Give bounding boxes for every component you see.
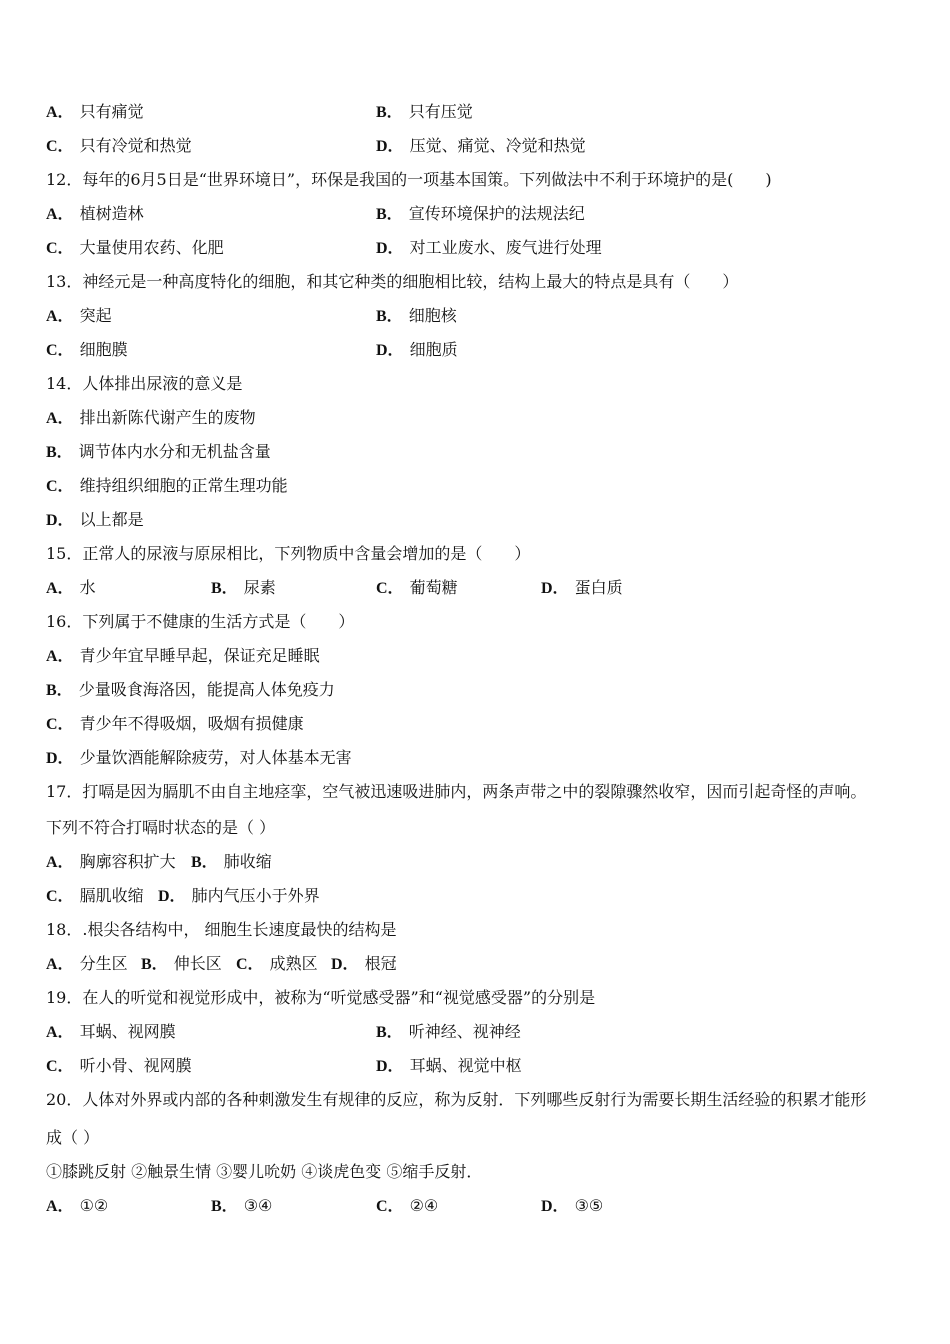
q17-option-b: B． 肺收缩 <box>191 852 272 871</box>
q16-option-c: C． 青少年不得吸烟，吸烟有损健康 <box>46 714 304 733</box>
q20-stem-line1: 20．人体对外界或内部的各种刺激发生有规律的反应，称为反射．下列哪些反射行为需要长期生活经验的积累才能形 <box>46 1090 867 1109</box>
q18-option-a: A． 分生区 <box>46 954 128 973</box>
q15-option-a: A． 水 <box>46 578 96 597</box>
q16-stem: 16．下列属于不健康的生活方式是（ ） <box>46 612 355 631</box>
q14-option-c: C． 维持组织细胞的正常生理功能 <box>46 476 288 495</box>
q20-option-d: D． ③⑤ <box>541 1196 604 1215</box>
q14-stem: 14．人体排出尿液的意义是 <box>46 374 243 393</box>
q16-option-d: D． 少量饮酒能解除疲劳，对人体基本无害 <box>46 748 352 767</box>
q14-option-d: D． 以上都是 <box>46 510 144 529</box>
q12-stem: 12．每年的6月5日是“世界环境日”，环保是我国的一项基本国策。下列做法中不利于环境护的是( ) <box>46 170 772 189</box>
q18-stem: 18．.根尖各结构中， 细胞生长速度最快的结构是 <box>46 920 397 939</box>
q14-option-b: B． 调节体内水分和无机盐含量 <box>46 442 271 461</box>
q17-option-a: A． 胸廓容积扩大 <box>46 852 176 871</box>
q13-option-d: D． 细胞质 <box>376 340 458 359</box>
q19-option-a: A． 耳蜗、视网膜 <box>46 1022 176 1041</box>
q13-option-b: B． 细胞核 <box>376 306 457 325</box>
q20-option-c: C． ②④ <box>376 1196 439 1215</box>
q13-stem: 13．神经元是一种高度特化的细胞，和其它种类的细胞相比较，结构上最大的特点是具有（ ） <box>46 272 739 291</box>
q19-option-c: C． 听小骨、视网膜 <box>46 1056 192 1075</box>
q18-option-d: D． 根冠 <box>331 954 397 973</box>
q12-option-b: B． 宣传环境保护的法规法纪 <box>376 204 585 223</box>
q16-option-a: A． 青少年宜早睡早起，保证充足睡眠 <box>46 646 320 665</box>
q18-option-b: B． 伸长区 <box>141 954 222 973</box>
q20-stem-line2: 成（ ） <box>46 1128 100 1147</box>
q20-option-a: A． ①② <box>46 1196 109 1215</box>
q20-option-b: B． ③④ <box>211 1196 273 1215</box>
q12-option-c: C． 大量使用农药、化肥 <box>46 238 224 257</box>
q11-option-d: D． 压觉、痛觉、冷觉和热觉 <box>376 136 586 155</box>
q15-option-b: B． 尿素 <box>211 578 276 597</box>
q19-option-b: B． 听神经、视神经 <box>376 1022 521 1041</box>
q12-option-a: A． 植树造林 <box>46 204 144 223</box>
q20-items: ①膝跳反射 ②触景生情 ③婴儿吮奶 ④谈虎色变 ⑤缩手反射． <box>46 1162 483 1181</box>
q19-option-d: D． 耳蜗、视觉中枢 <box>376 1056 522 1075</box>
q15-option-d: D． 蛋白质 <box>541 578 623 597</box>
q16-option-b: B． 少量吸食海洛因，能提高人体免疫力 <box>46 680 335 699</box>
q17-option-d: D． 肺内气压小于外界 <box>158 886 320 905</box>
q11-option-b: B． 只有压觉 <box>376 102 473 121</box>
q17-stem-line2: 下列不符合打嗝时状态的是（ ） <box>46 818 276 837</box>
q19-stem: 19．在人的听觉和视觉形成中，被称为“听觉感受器”和“视觉感受器”的分别是 <box>46 988 596 1007</box>
q17-stem-line1: 17．打嗝是因为膈肌不由自主地痉挛，空气被迅速吸进肺内，两条声带之中的裂隙骤然收窄，因而引起奇怪的声响。 <box>46 782 867 801</box>
q11-option-a: A． 只有痛觉 <box>46 102 144 121</box>
q14-option-a: A． 排出新陈代谢产生的废物 <box>46 408 256 427</box>
q13-option-a: A． 突起 <box>46 306 112 325</box>
q13-option-c: C． 细胞膜 <box>46 340 128 359</box>
q15-option-c: C． 葡萄糖 <box>376 578 458 597</box>
q18-option-c: C． 成熟区 <box>236 954 318 973</box>
q11-option-c: C． 只有冷觉和热觉 <box>46 136 192 155</box>
q17-option-c: C． 膈肌收缩 <box>46 886 144 905</box>
q15-stem: 15．正常人的尿液与原尿相比，下列物质中含量会增加的是（ ） <box>46 544 531 563</box>
q12-option-d: D． 对工业废水、废气进行处理 <box>376 238 602 257</box>
